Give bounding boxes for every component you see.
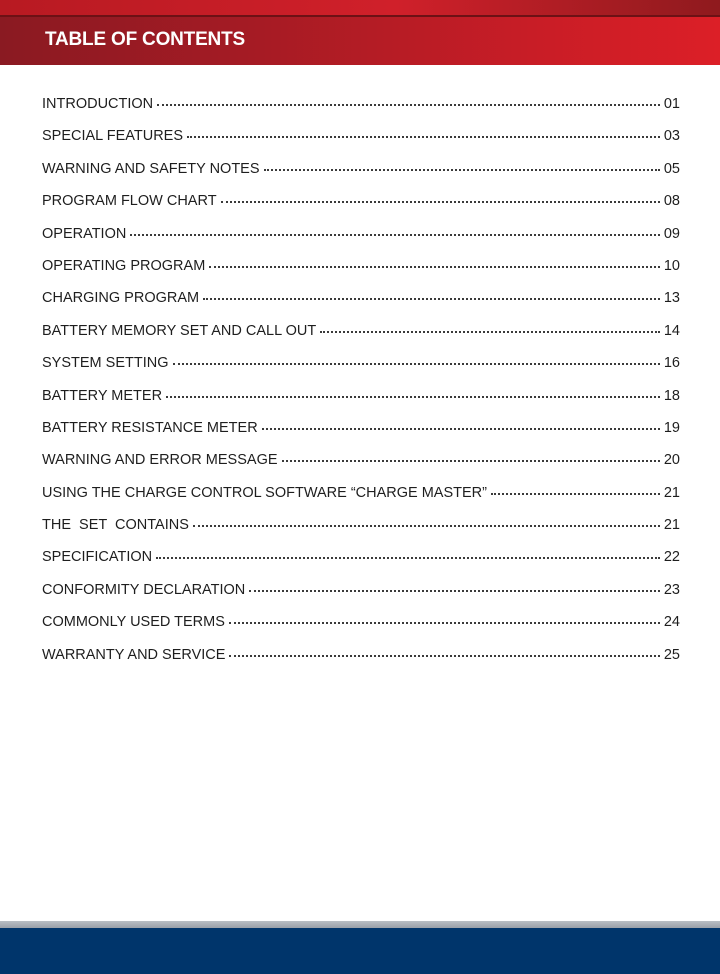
dot-leader [491,493,660,495]
toc-entry-label: WARNING AND ERROR MESSAGE [42,452,278,469]
toc-entry-page: 13 [663,290,680,307]
toc-entry [42,323,680,355]
dot-leader [130,234,660,236]
dot-leader [249,590,660,592]
dot-leader [282,460,660,462]
footer-blue-bar [0,928,720,974]
toc-entry-label: PROGRAM FLOW CHART [42,193,217,210]
toc-entry-page: 08 [663,193,680,210]
toc-entry [42,517,680,549]
toc-entry-page: 23 [663,581,680,598]
toc-entry-page: 09 [663,225,680,242]
dot-leader [229,622,660,624]
toc-entry [42,226,680,258]
toc-entry [42,128,680,160]
toc-entry-label: OPERATING PROGRAM [42,257,206,274]
toc-entry [42,549,680,581]
toc-entry-label: COMMONLY USED TERMS [42,614,225,631]
toc-entry [42,485,680,517]
toc-entry-label: SPECIFICATION [42,549,153,566]
toc-entry-page: 01 [663,96,680,112]
table-of-contents [42,96,680,679]
toc-entry-page: 21 [663,517,680,534]
toc-entry [42,258,680,290]
toc-entry-label: INTRODUCTION [42,96,154,112]
toc-entry [42,388,680,420]
dot-leader [193,525,660,527]
toc-entry [42,290,680,322]
toc-entry [42,420,680,452]
toc-entry-label: SYSTEM SETTING [42,355,169,372]
toc-entry-label: BATTERY METER [42,387,163,404]
page-title: TABLE OF CONTENTS [45,29,245,50]
top-decorative-strip [0,0,720,15]
dot-leader [187,136,660,138]
toc-entry-label: THE SET CONTAINS [42,517,189,534]
toc-entry-page: 05 [663,160,680,177]
toc-entry-label: USING THE CHARGE CONTROL SOFTWARE “CHARGE MASTER” [42,484,487,501]
dot-leader [262,428,660,430]
toc-entry-page: 16 [663,355,680,372]
dot-leader [173,363,660,365]
toc-entry-page: 20 [663,452,680,469]
toc-entry-page: 18 [663,387,680,404]
toc-entry [42,582,680,614]
dot-leader [209,266,660,268]
toc-entry-label: OPERATION [42,225,127,242]
toc-entry [42,614,680,646]
dot-leader [264,169,660,171]
toc-entry-label: SPECIAL FEATURES [42,128,184,145]
toc-entry-label: CONFORMITY DECLARATION [42,581,246,598]
toc-entry-page: 14 [663,322,680,339]
dot-leader [166,396,660,398]
toc-entry [42,355,680,387]
toc-entry-label: BATTERY MEMORY SET AND CALL OUT [42,322,317,339]
dot-leader [221,201,660,203]
dot-leader [229,655,659,657]
dot-leader [156,557,660,559]
toc-entry-label: WARNING AND SAFETY NOTES [42,160,260,177]
toc-entry-page: 10 [663,257,680,274]
toc-entry-page: 24 [663,614,680,631]
toc-entry-page: 19 [663,419,680,436]
toc-entry-page: 25 [663,646,680,663]
toc-entry-page: 22 [663,549,680,566]
dot-leader [203,298,660,300]
toc-entry [42,161,680,193]
toc-entry-label: BATTERY RESISTANCE METER [42,419,258,436]
footer-gray-stripe [0,921,720,928]
toc-entry-page: 03 [663,128,680,145]
toc-entry [42,452,680,484]
toc-entry [42,647,680,679]
dot-leader [320,331,660,333]
toc-entry [42,193,680,225]
dot-leader [157,104,660,106]
toc-entry-label: WARRANTY AND SERVICE [42,646,226,663]
toc-entry [42,96,680,128]
toc-entry-page: 21 [663,484,680,501]
toc-entry-label: CHARGING PROGRAM [42,290,200,307]
